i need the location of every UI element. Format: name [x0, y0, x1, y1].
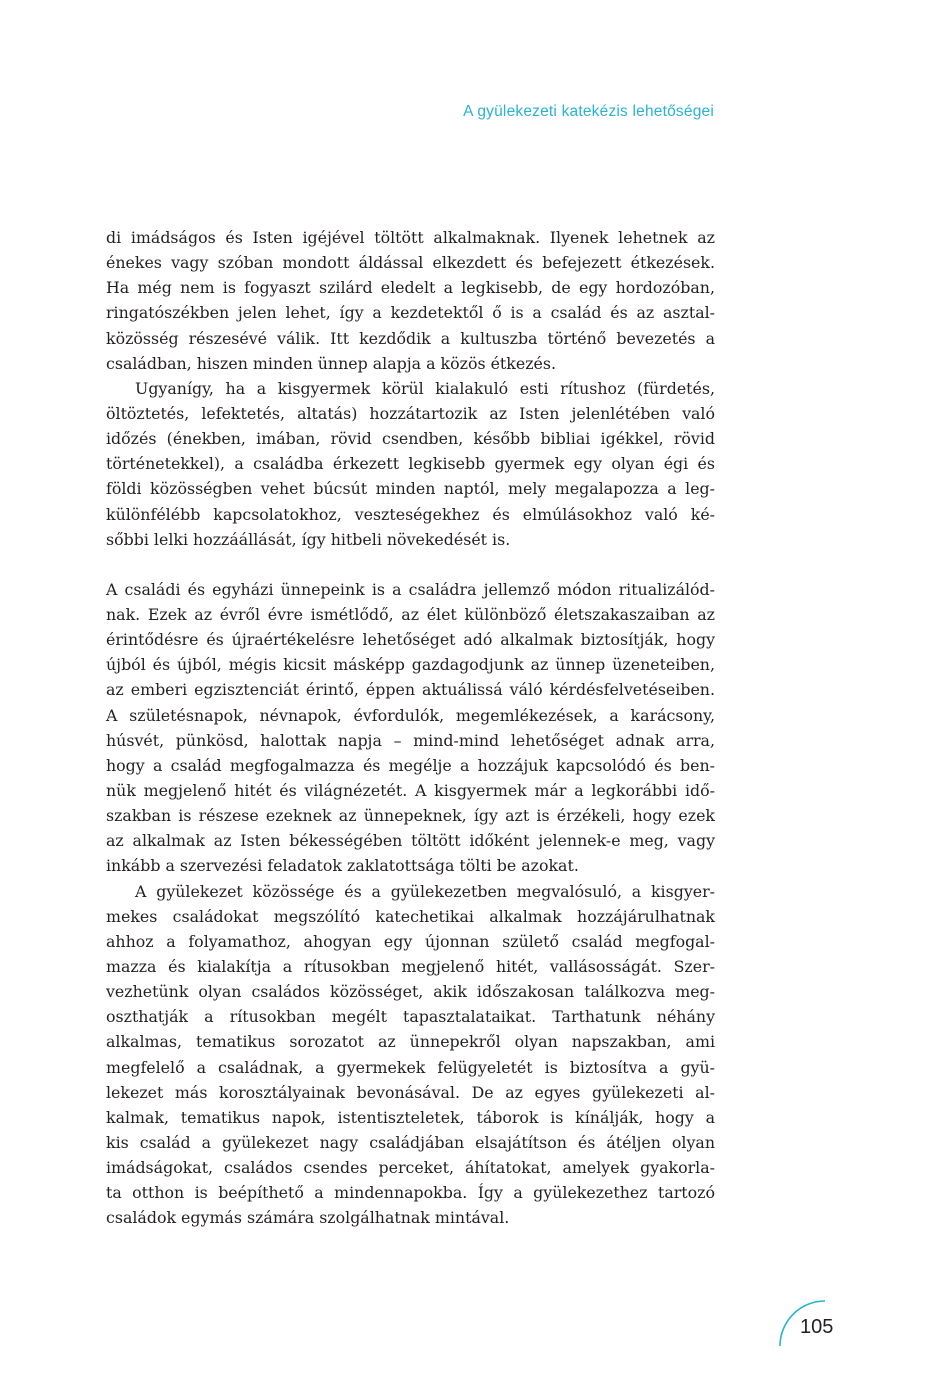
text-line: érintődésre és újraértékelésre lehetőséget adó alkalmak biztosítják, hogy: [106, 630, 715, 650]
page-number: 105: [800, 1316, 834, 1338]
body-text: [106, 225, 715, 1230]
text-line: Ha még nem is fogyaszt szilárd eledelt a legkisebb, de egy hordozóban,: [106, 278, 715, 298]
text-line: családok egymás számára szolgálhatnak mintával.: [106, 1208, 510, 1228]
text-line: di imádságos és Isten igéjével töltött alkalmaknak. Ilyenek lehetnek az: [106, 228, 715, 247]
text-line: kalmak, tematikus napok, istentiszteletek, táborok is kínálják, hogy a: [106, 1107, 715, 1127]
text-line: mekes családokat megszólító katechetikai alkalmak hozzájárulhatnak: [106, 906, 715, 926]
text-line: újból és újból, mégis kicsit másképp gazdagodjunk az ünnep üzeneteiben,: [106, 655, 715, 675]
paragraph: [106, 577, 715, 879]
text-line: nük megjelenő hitét és világnézetét. A kisgyermek már a legkorábbi idő-: [106, 780, 715, 800]
text-line: énekes vagy szóban mondott áldással elkezdett és befejezett étkezések.: [106, 253, 715, 273]
text-line: vezhetünk olyan családos közösséget, akik időszakosan találkozva meg-: [106, 982, 715, 1002]
text-line: imádságokat, családos csendes perceket, áhítatokat, amelyek gyakorla-: [106, 1158, 715, 1178]
text-line: öltöztetés, lefektetés, altatás) hozzátartozik az Isten jelenlétében való: [106, 403, 715, 423]
text-line: A gyülekezet közössége és a gyülekezetben megvalósuló, a kisgyer-: [135, 881, 715, 901]
text-line: ringatószékben jelen lehet, így a kezdetektől ő is a család és az asztal-: [106, 303, 715, 323]
text-line: ahhoz a folyamathoz, ahogyan egy újonnan születő család megfogal-: [106, 931, 715, 951]
text-line: földi közösségben vehet búcsút minden naptól, mely megalapozza a leg-: [106, 479, 715, 499]
text-line: közösség részesévé válik. Itt kezdődik a kultuszba történő bevezetés a: [106, 328, 715, 348]
text-line: ta otthon is beépíthető a mindennapokba. Így a gyülekezethez tartozó: [106, 1183, 715, 1203]
text-line: megfelelő a családnak, a gyermekek felügyeletét is biztosítva a gyü-: [106, 1057, 715, 1077]
text-line: inkább a szervezési feladatok zaklatottsága tölti be azokat.: [106, 856, 579, 876]
text-line: különfélébb kapcsolatokhoz, veszteségekhez és elmúlásokhoz való ké-: [106, 504, 715, 524]
paragraph: [106, 879, 715, 1231]
paragraph-gap: [106, 552, 715, 577]
text-line: oszthatják a rítusokban megélt tapasztalataikat. Tarthatunk néhány: [106, 1007, 715, 1027]
paragraph: [106, 225, 715, 376]
text-line: szakban is részese ezeknek az ünnepeknek, így azt is érzékeli, hogy ezek: [106, 806, 715, 826]
text-line: mazza és kialakítja a rítusokban megjelenő hitét, vallásosságát. Szer-: [106, 956, 715, 976]
text-line: családban, hiszen minden ünnep alapja a közös étkezés.: [106, 353, 557, 373]
text-line: történetekkel), a családba érkezett legkisebb gyermek egy olyan égi és: [106, 454, 715, 474]
paragraph: [106, 376, 715, 552]
text-line: időzés (énekben, imában, rövid csendben, később bibliai igékkel, rövid: [106, 429, 715, 449]
text-line: lekezet más korosztályainak bevonásával. De az egyes gyülekezeti al-: [106, 1082, 715, 1102]
text-line: A születésnapok, névnapok, évfordulók, megemlékezések, a karácsony,: [106, 705, 715, 725]
running-header: A gyülekezeti katekézis lehetőségei: [463, 103, 714, 120]
text-line: nak. Ezek az évről évre ismétlődő, az élet különböző életszakaszaiban az: [106, 604, 715, 624]
text-line: az emberi egzisztenciát érintő, éppen aktuálissá váló kérdésfelvetéseiben.: [106, 680, 715, 700]
text-line: sőbbi lelki hozzáállását, így hitbeli növekedését is.: [106, 529, 511, 549]
text-line: A családi és egyházi ünnepeink is a családra jellemző módon ritualizálód-: [106, 579, 715, 599]
text-line: Ugyanígy, ha a kisgyermek körül kialakuló esti rítushoz (fürdetés,: [135, 378, 715, 398]
text-line: hogy a család megfogalmazza és megélje a hozzájuk kapcsolódó és ben-: [106, 755, 715, 775]
text-line: kis család a gyülekezet nagy családjában elsajátítson és átéljen olyan: [106, 1132, 715, 1152]
text-line: alkalmas, tematikus sorozatot az ünnepekről olyan napszakban, ami: [106, 1032, 715, 1052]
text-line: az alkalmak az Isten békességében töltött időként jelennek-e meg, vagy: [106, 831, 715, 851]
text-line: húsvét, pünkösd, halottak napja – mind-mind lehetőséget adnak arra,: [106, 730, 715, 750]
